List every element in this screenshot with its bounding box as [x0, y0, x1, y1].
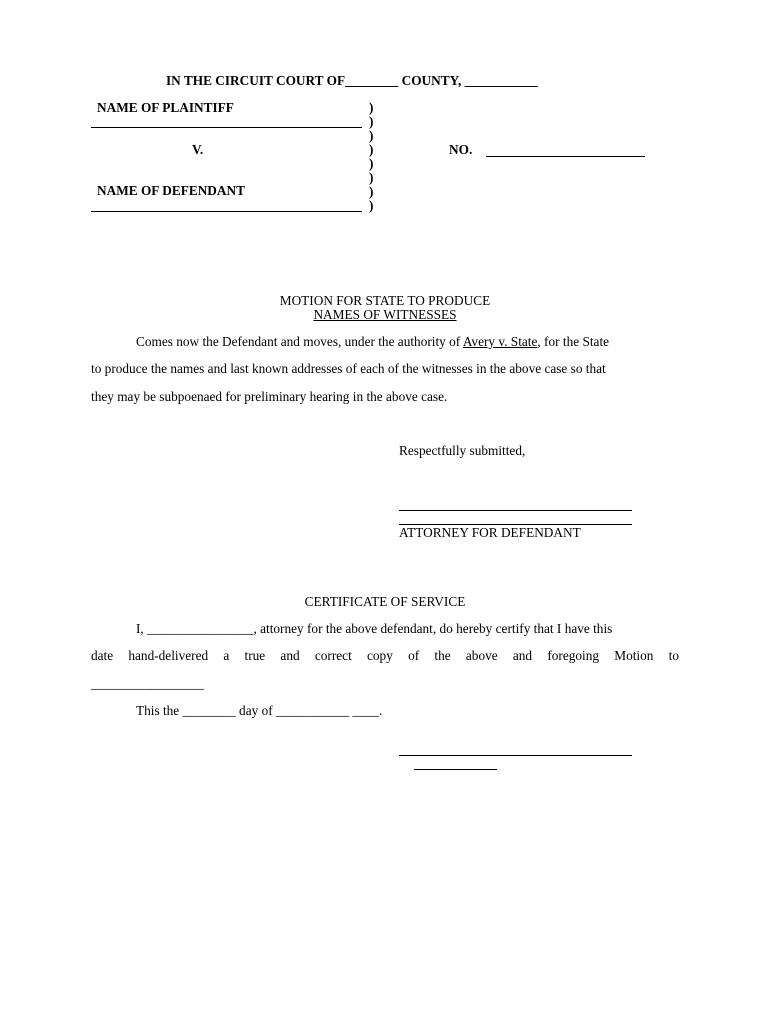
- plaintiff-signature-line: [91, 127, 362, 128]
- attorney-signature-line: [399, 510, 632, 511]
- certificate-line3: _________________: [91, 676, 205, 691]
- motion-body-line2: to produce the names and last known addresses of each of the witnesses in the above case so that: [91, 361, 606, 376]
- caption-paren: ): [369, 198, 374, 213]
- caption-paren: ): [369, 114, 374, 129]
- caption-paren: ): [369, 170, 374, 185]
- caption-paren: ): [369, 128, 374, 143]
- plaintiff-label: NAME OF PLAINTIFF: [97, 100, 234, 115]
- motion-title: MOTION FOR STATE TO PRODUCE: [279, 293, 491, 308]
- defendant-label: NAME OF DEFENDANT: [97, 183, 245, 198]
- certificate-short-line: [414, 769, 497, 770]
- attorney-label: ATTORNEY FOR DEFENDANT: [399, 525, 581, 540]
- certificate-date-line: This the ________ day of ___________ ____.: [136, 703, 383, 718]
- caption-paren: ): [369, 156, 374, 171]
- caption-paren: ): [369, 184, 374, 199]
- motion-body-line3: they may be subpoenaed for preliminary hearing in the above case.: [91, 389, 448, 404]
- body-text: Comes now the Defendant and moves, under the authority of: [136, 334, 463, 349]
- caption-paren: ): [369, 100, 374, 115]
- case-number-label: NO.: [449, 142, 473, 157]
- motion-subtitle: [200, 307, 570, 323]
- case-citation: Avery v. State: [462, 334, 538, 349]
- versus-label: V.: [192, 142, 204, 157]
- case-number-line: [486, 156, 645, 157]
- motion-body-line1: [136, 334, 609, 350]
- motion-subtitle-text: NAMES OF WITNESSES: [313, 307, 457, 322]
- body-text: , for the State: [537, 334, 610, 349]
- court-heading: IN THE CIRCUIT COURT OF________ COUNTY, ___________: [166, 73, 538, 88]
- certificate-signature-line: [399, 755, 632, 756]
- certificate-title: CERTIFICATE OF SERVICE: [304, 594, 466, 609]
- certificate-line1: I, ________________, attorney for the above defendant, do hereby certify that I have this: [136, 621, 613, 636]
- defendant-signature-line: [91, 211, 362, 212]
- certificate-line2: date hand-delivered a true and correct copy of the above and foregoing Motion to: [91, 648, 679, 663]
- caption-paren: ): [369, 142, 374, 157]
- closing-text: Respectfully submitted,: [399, 443, 526, 458]
